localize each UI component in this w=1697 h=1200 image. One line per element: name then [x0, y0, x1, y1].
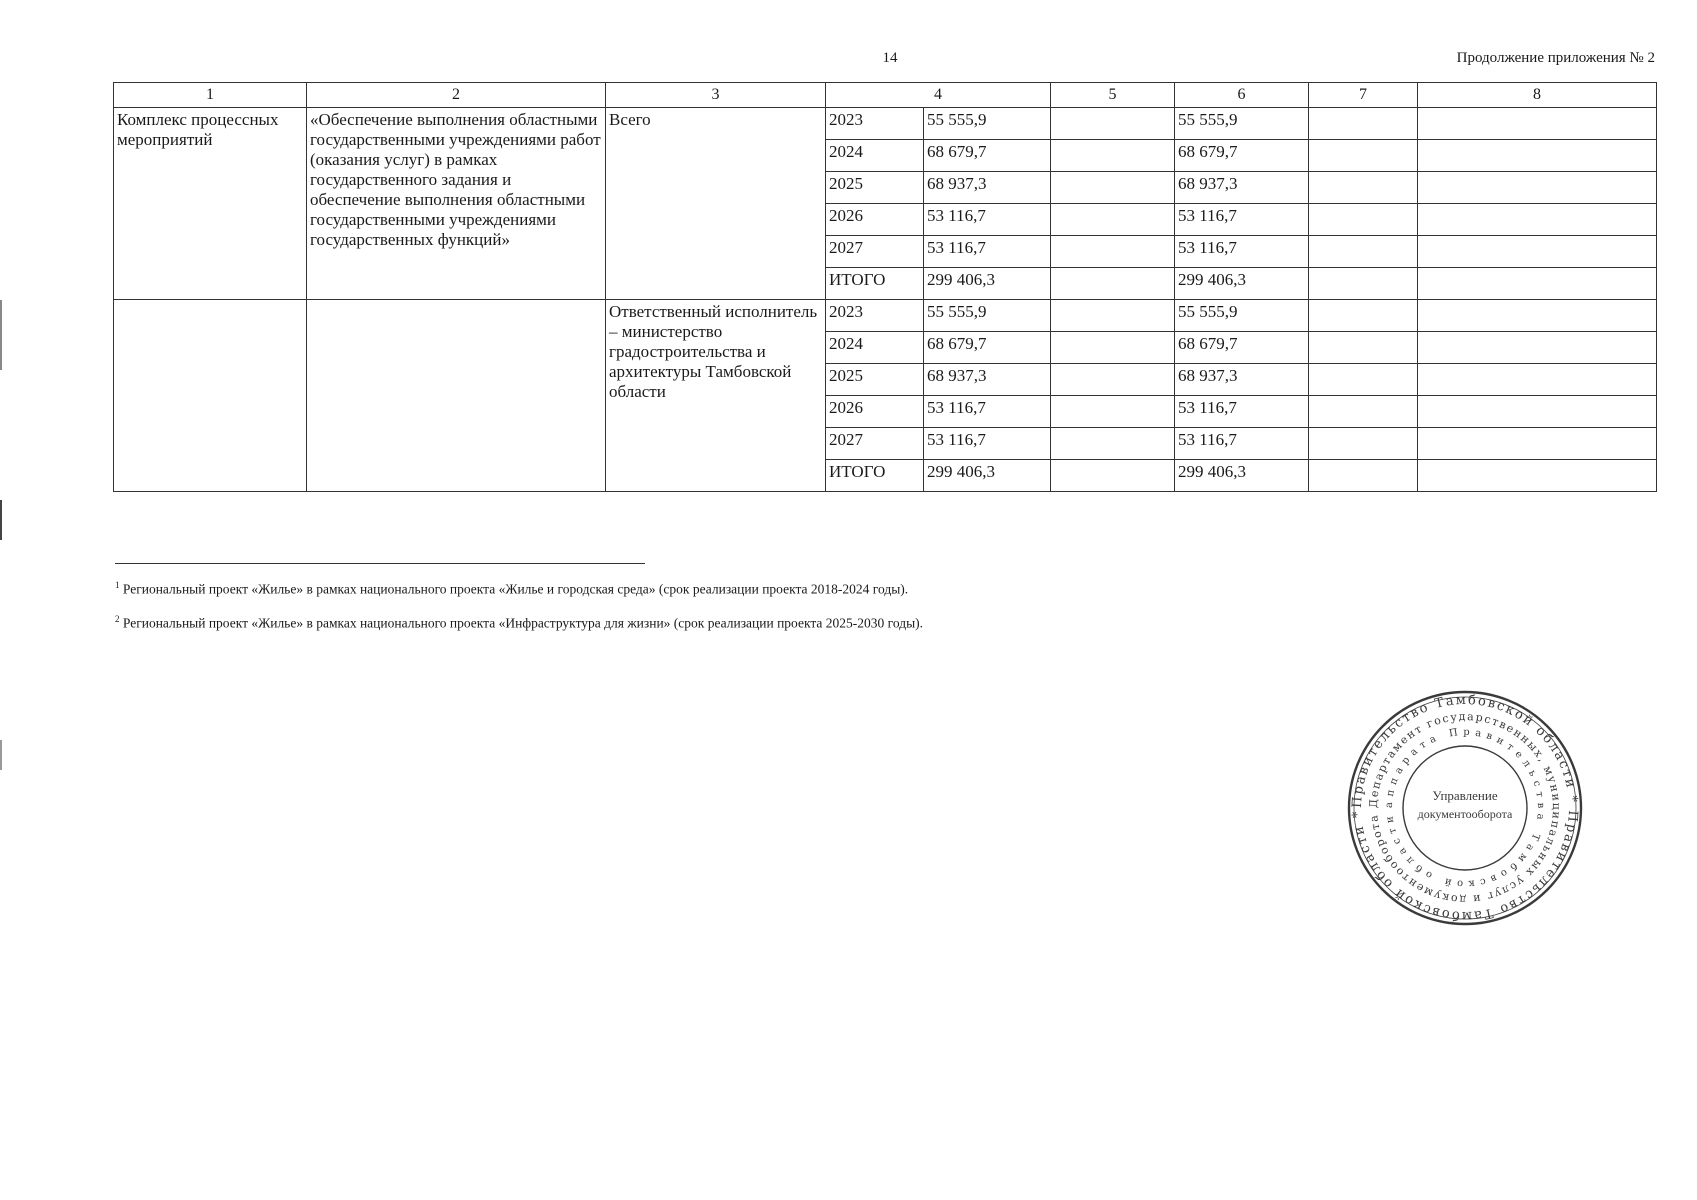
- empty-cell: [1051, 364, 1175, 396]
- empty-cell: [1051, 268, 1175, 300]
- year-cell: 2027: [826, 428, 924, 460]
- column-number: 3: [606, 83, 826, 108]
- empty-cell: [1418, 236, 1657, 268]
- empty-cell: [1418, 332, 1657, 364]
- empty-cell: [1051, 204, 1175, 236]
- empty-cell: [1309, 108, 1418, 140]
- total-cell: 68 679,7: [924, 332, 1051, 364]
- footnote-text: Региональный проект «Жилье» в рамках национального проекта «Жилье и городская среда» (срок реализации проекта 2018-2024 годы).: [122, 581, 909, 597]
- empty-cell: [1418, 108, 1657, 140]
- empty-cell: [1418, 172, 1657, 204]
- empty-cell: [1309, 300, 1418, 332]
- col6-cell: 53 116,7: [1175, 204, 1309, 236]
- continuation-note: Продолжение приложения № 2: [1456, 50, 1655, 66]
- col6-cell: 55 555,9: [1175, 108, 1309, 140]
- year-cell: 2027: [826, 236, 924, 268]
- empty-cell: [1418, 268, 1657, 300]
- budget-table: [113, 82, 1657, 492]
- total-cell: 299 406,3: [924, 268, 1051, 300]
- empty-cell: [1309, 364, 1418, 396]
- empty-cell: [1051, 140, 1175, 172]
- empty-cell: [1051, 428, 1175, 460]
- year-cell: ИТОГО: [826, 460, 924, 492]
- empty-cell: [1309, 396, 1418, 428]
- empty-cell: [1051, 236, 1175, 268]
- empty-cell: [1309, 428, 1418, 460]
- seal-inner-path: аппарата Правительства Тамбовской области: [1383, 726, 1547, 890]
- total-cell: 55 555,9: [924, 108, 1051, 140]
- col6-cell: 53 116,7: [1175, 236, 1309, 268]
- total-cell: 53 116,7: [924, 236, 1051, 268]
- empty-cell: [1309, 140, 1418, 172]
- total-cell: 53 116,7: [924, 204, 1051, 236]
- row-responsible: Ответственный исполнитель – министерство градостроительства и архитектуры Тамбовской области: [606, 300, 826, 492]
- scan-margin-marks: [0, 0, 4, 1200]
- total-cell: 68 679,7: [924, 140, 1051, 172]
- row-category: Комплекс процессных мероприятий: [114, 108, 307, 300]
- total-cell: 53 116,7: [924, 428, 1051, 460]
- col6-cell: 53 116,7: [1175, 428, 1309, 460]
- page-number: 14: [882, 50, 898, 66]
- scan-mark: [0, 500, 2, 540]
- col6-cell: 68 679,7: [1175, 332, 1309, 364]
- empty-cell: [1418, 300, 1657, 332]
- empty-cell: [114, 300, 307, 492]
- year-cell: 2024: [826, 140, 924, 172]
- empty-cell: [1418, 396, 1657, 428]
- empty-cell: [1418, 364, 1657, 396]
- footnote-mark: 2: [115, 614, 120, 624]
- column-number: 1: [114, 83, 307, 108]
- seal-center-line1: Управление: [1432, 788, 1498, 803]
- year-cell: 2026: [826, 396, 924, 428]
- column-number: 8: [1418, 83, 1657, 108]
- year-cell: 2023: [826, 300, 924, 332]
- total-cell: 68 937,3: [924, 364, 1051, 396]
- year-cell: ИТОГО: [826, 268, 924, 300]
- column-number: 2: [307, 83, 606, 108]
- empty-cell: [1051, 396, 1175, 428]
- empty-cell: [1418, 428, 1657, 460]
- empty-cell: [1418, 460, 1657, 492]
- empty-cell: [307, 300, 606, 492]
- col6-cell: 68 679,7: [1175, 140, 1309, 172]
- col6-cell: 55 555,9: [1175, 300, 1309, 332]
- table-row: [114, 300, 1657, 332]
- row-source: Всего: [606, 108, 826, 300]
- table-row: [114, 108, 1657, 140]
- col6-cell: 53 116,7: [1175, 396, 1309, 428]
- empty-cell: [1418, 140, 1657, 172]
- column-number-row: [114, 83, 1657, 108]
- empty-cell: [1418, 204, 1657, 236]
- year-cell: 2023: [826, 108, 924, 140]
- column-number: 5: [1051, 83, 1175, 108]
- footnote-mark: 1: [115, 580, 120, 590]
- seal-middle-path: Департамент государственных, муниципальных услуг и документооборота: [1366, 709, 1564, 907]
- col6-cell: 68 937,3: [1175, 364, 1309, 396]
- footnote: [115, 614, 923, 632]
- empty-cell: [1051, 460, 1175, 492]
- empty-cell: [1051, 300, 1175, 332]
- col6-cell: 299 406,3: [1175, 460, 1309, 492]
- empty-cell: [1051, 172, 1175, 204]
- footnote: [115, 580, 908, 598]
- empty-cell: [1309, 204, 1418, 236]
- total-cell: 53 116,7: [924, 396, 1051, 428]
- empty-cell: [1051, 108, 1175, 140]
- col6-cell: 299 406,3: [1175, 268, 1309, 300]
- total-cell: 299 406,3: [924, 460, 1051, 492]
- scan-mark: [0, 300, 2, 370]
- empty-cell: [1051, 332, 1175, 364]
- scan-mark: [0, 740, 2, 770]
- year-cell: 2024: [826, 332, 924, 364]
- row-description: «Обеспечение выполнения областными государственными учреждениями работ (оказания услуг) в рамках государственного задания и обеспечение выполнения областными государственными учреждениями государственных функций»: [307, 108, 606, 300]
- col6-cell: 68 937,3: [1175, 172, 1309, 204]
- empty-cell: [1309, 332, 1418, 364]
- empty-cell: [1309, 172, 1418, 204]
- total-cell: 55 555,9: [924, 300, 1051, 332]
- footnote-divider: [115, 563, 645, 564]
- footnote-text: Региональный проект «Жилье» в рамках национального проекта «Инфраструктура для жизни» (срок реализации проекта 2025-2030 годы).: [122, 615, 924, 631]
- seal-center-line2: документооборота: [1417, 807, 1513, 821]
- empty-cell: [1309, 460, 1418, 492]
- official-seal: [1345, 688, 1585, 928]
- empty-cell: [1309, 268, 1418, 300]
- column-number: 6: [1175, 83, 1309, 108]
- year-cell: 2025: [826, 364, 924, 396]
- empty-cell: [1309, 236, 1418, 268]
- total-cell: 68 937,3: [924, 172, 1051, 204]
- year-cell: 2026: [826, 204, 924, 236]
- column-number: 7: [1309, 83, 1418, 108]
- seal-outer-path: Правительство Тамбовской области * Правительство Тамбовской области *: [1349, 692, 1581, 924]
- column-number: 4: [826, 83, 1051, 108]
- year-cell: 2025: [826, 172, 924, 204]
